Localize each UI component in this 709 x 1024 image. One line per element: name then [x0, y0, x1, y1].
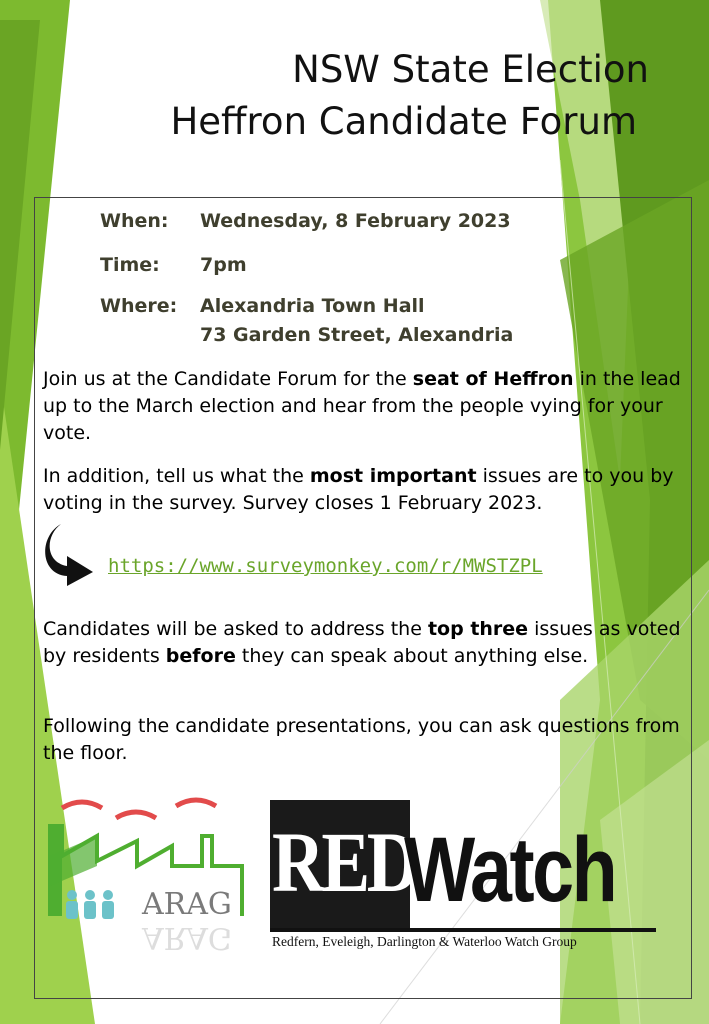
- title-line-2: Heffron Candidate Forum: [170, 100, 637, 143]
- time-label: Time:: [100, 254, 160, 276]
- before-emphasis: before: [165, 645, 236, 667]
- where-label: Where:: [100, 295, 178, 317]
- arag-logo: [42, 796, 262, 976]
- where-line-1: Alexandria Town Hall: [200, 295, 425, 317]
- questions-paragraph: Following the candidate presentations, you can ask questions from the floor.: [43, 715, 680, 764]
- survey-paragraph: In addition, tell us what the most important issues are to you by voting in the survey. Survey closes 1 February 2023.: [43, 465, 674, 514]
- arag-text: ARAG: [142, 887, 232, 922]
- most-important-emphasis: most important: [309, 465, 477, 487]
- arag-reflection: ARAG: [142, 920, 232, 955]
- redwatch-logo: [270, 800, 680, 952]
- where-line-2: 73 Garden Street, Alexandria: [200, 324, 514, 346]
- survey-link[interactable]: https://www.surveymonkey.com/r/MWSTZPL: [108, 555, 543, 577]
- redwatch-red-text: RED: [272, 814, 417, 910]
- intro-paragraph: Join us at the Candidate Forum for the seat of Heffron in the lead up to the March election and hear from the people vying for your vote.: [43, 368, 681, 444]
- top-three-emphasis: top three: [427, 618, 529, 640]
- redwatch-subtitle: Redfern, Eveleigh, Darlington & Waterloo Watch Group: [272, 934, 577, 949]
- candidates-paragraph: Candidates will be asked to address the top three issues as voted by residents before they can speak about anything else.: [43, 618, 681, 667]
- when-value: Wednesday, 8 February 2023: [200, 210, 511, 232]
- curved-arrow-icon: [43, 522, 99, 588]
- redwatch-watch-text: Watch: [404, 819, 616, 921]
- title-line-1: NSW State Election: [292, 48, 649, 91]
- seat-emphasis: seat of Heffron: [412, 368, 574, 390]
- time-value: 7pm: [200, 254, 247, 276]
- when-label: When:: [100, 210, 169, 232]
